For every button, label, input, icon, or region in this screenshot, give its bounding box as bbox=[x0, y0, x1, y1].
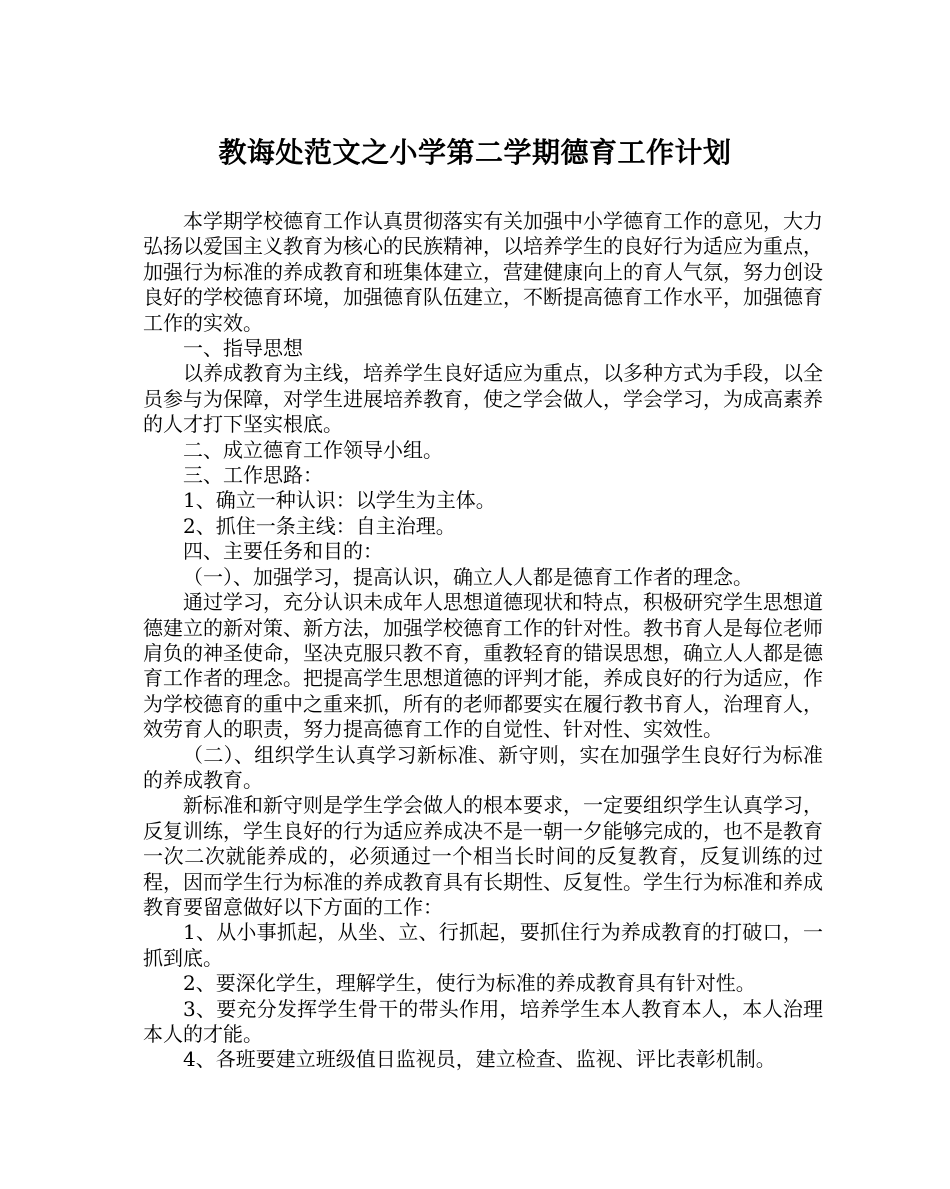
paragraph-task-1: 通过学习，充分认识未成年人思想道德现状和特点，积极研究学生思想道德建立的新对策、新方法，加强学校德育工作的针对性。教书育人是每位老师肩负的神圣使命，坚决克服只教不育，重教轻育的错误思想，确立人人都是德育工作者的理念。把提高学生思想道德的评判才能，养成良好的行为适应，作为学校德育的重中之重来抓，所有的老师都要实在履行教书育人，治理育人，效劳育人的职责，努力提高德育工作的自觉性、针对性、实效性。 bbox=[143, 590, 823, 742]
list-item-task-2-4: 4、各班要建立班级值日监视员，建立检查、监视、评比表彰机制。 bbox=[183, 1047, 776, 1072]
document-title: 教诲处范文之小学第二学期德育工作计划 bbox=[218, 136, 732, 169]
list-item-idea-2: 2、抓住一条主线：自主治理。 bbox=[183, 513, 456, 538]
subheading-task-2: （二）、组织学生认真学习新标准、新守则，实在加强学生良好行为标准的养成教育。 bbox=[143, 742, 823, 792]
heading-leadership-group: 二、成立德育工作领导小组。 bbox=[183, 437, 443, 462]
heading-work-ideas: 三、工作思路： bbox=[183, 463, 323, 488]
heading-main-tasks: 四、主要任务和目的： bbox=[183, 539, 383, 564]
paragraph-guiding-ideology: 以养成教育为主线，培养学生良好适应为重点，以多种方式为手段，以全员参与为保障，对学生进展培养教育，使之学会做人，学会学习，为成高素养的人才打下坚实根底。 bbox=[143, 361, 823, 437]
list-item-task-2-1: 1、从小事抓起，从坐、立、行抓起，要抓住行为养成教育的打破口，一抓到底。 bbox=[143, 920, 823, 970]
list-item-task-2-2: 2、要深化学生，理解学生，使行为标准的养成教育具有针对性。 bbox=[183, 971, 756, 996]
list-item-idea-1: 1、确立一种认识：以学生为主体。 bbox=[183, 488, 496, 513]
list-item-task-2-3: 3、要充分发挥学生骨干的带头作用，培养学生本人教育本人，本人治理本人的才能。 bbox=[143, 996, 823, 1046]
paragraph-task-2: 新标准和新守则是学生学会做人的根本要求，一定要组织学生认真学习，反复训练，学生良好的行为适应养成决不是一朝一夕能够完成的，也不是教育一次二次就能养成的，必须通过一个相当长时间的反复教育，反复训练的过程，因而学生行为标准的养成教育具有长期性、反复性。学生行为标准和养成教育要留意做好以下方面的工作： bbox=[143, 793, 823, 919]
paragraph-intro: 本学期学校德育工作认真贯彻落实有关加强中小学德育工作的意见，大力弘扬以爱国主义教育为核心的民族精神，以培养学生的良好行为适应为重点，加强行为标准的养成教育和班集体建立，营建健康向上的育人气氛，努力创设良好的学校德育环境，加强德育队伍建立，不断提高德育工作水平，加强德育工作的实效。 bbox=[143, 209, 823, 335]
subheading-task-1: （一）、加强学习，提高认识，确立人人都是德育工作者的理念。 bbox=[183, 564, 753, 589]
document-body bbox=[143, 209, 823, 1073]
heading-guiding-ideology: 一、指导思想 bbox=[183, 336, 303, 361]
